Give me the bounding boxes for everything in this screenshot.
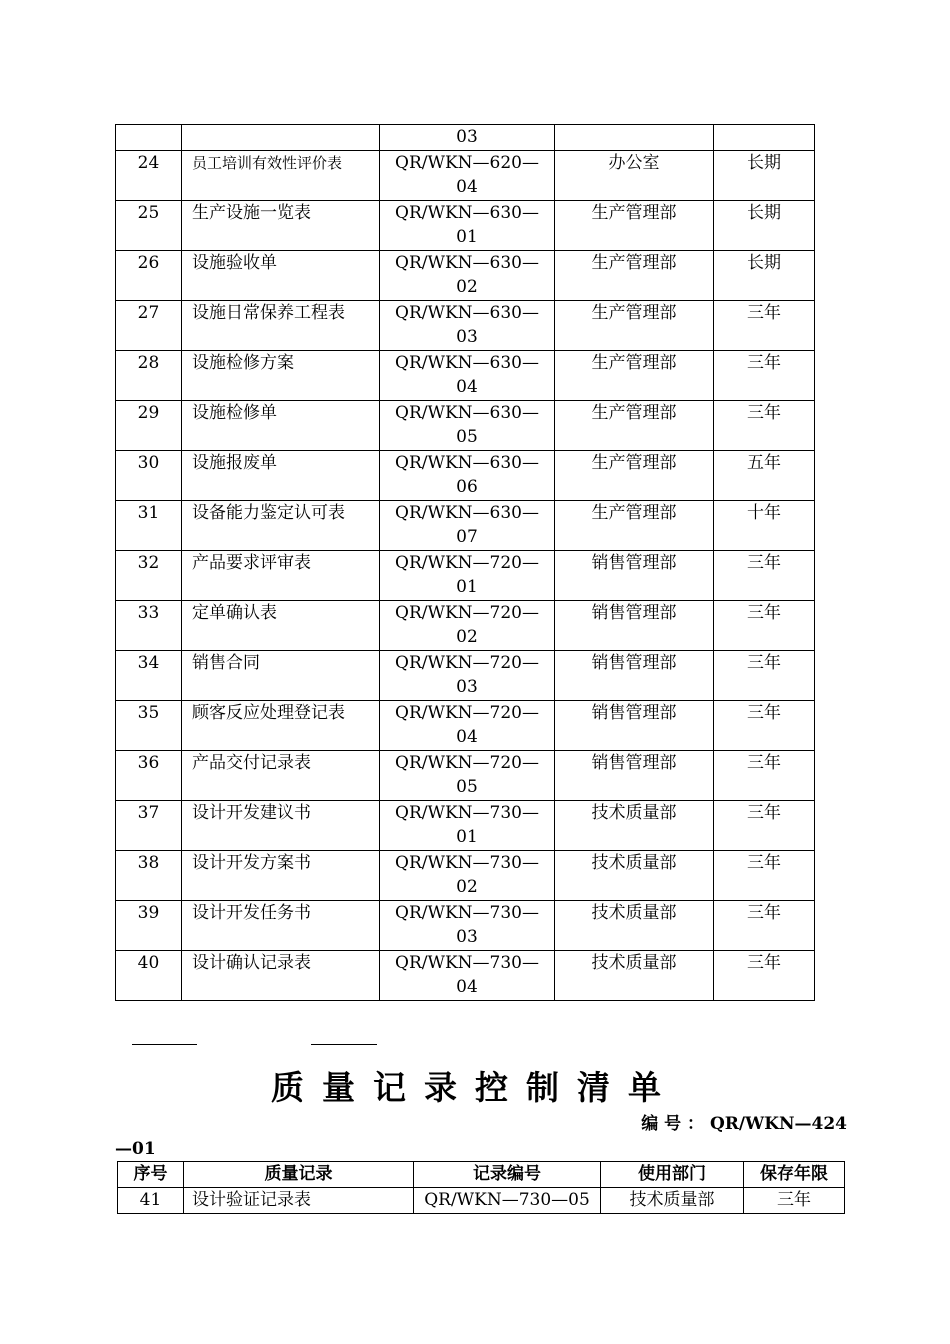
record-name-cell: 员工培训有效性评价表 — [182, 151, 380, 201]
retention-cell: 三年 — [744, 1188, 845, 1214]
record-code-line1: QR/WKN—730— — [395, 953, 539, 973]
record-name-cell: 设备能力鉴定认可表 — [182, 501, 380, 551]
retention-cell: 长期 — [714, 251, 815, 301]
retention-cell — [714, 125, 815, 151]
record-code-line2: 05 — [456, 427, 478, 447]
blank-line-right — [311, 1044, 377, 1045]
record-code-line2: 02 — [456, 877, 478, 897]
record-code-line1: QR/WKN—620— — [395, 153, 539, 173]
record-code-cell — [380, 751, 555, 801]
row-number-cell: 38 — [116, 851, 182, 901]
department-cell: 销售管理部 — [555, 651, 714, 701]
row-number-cell: 26 — [116, 251, 182, 301]
record-code-line1: QR/WKN—730— — [395, 803, 539, 823]
record-name-cell: 生产设施一览表 — [182, 201, 380, 251]
row-number-cell: 35 — [116, 701, 182, 751]
row-number-cell: 40 — [116, 951, 182, 1001]
record-name-cell: 设施验收单 — [182, 251, 380, 301]
record-code-cell — [380, 651, 555, 701]
records-table-continued — [115, 124, 815, 1001]
record-code-cell — [380, 701, 555, 751]
record-name-cell: 顾客反应处理登记表 — [182, 701, 380, 751]
department-cell: 生产管理部 — [555, 251, 714, 301]
record-code-line2: 03 — [456, 677, 478, 697]
record-code-line1: QR/WKN—630— — [395, 453, 539, 473]
record-code-cell — [380, 301, 555, 351]
row-number-cell: 32 — [116, 551, 182, 601]
record-name-cell: 销售合同 — [182, 651, 380, 701]
retention-cell: 十年 — [714, 501, 815, 551]
row-number-cell: 31 — [116, 501, 182, 551]
table-row — [116, 201, 815, 251]
row-number-cell: 33 — [116, 601, 182, 651]
record-code-line2: 05 — [456, 777, 478, 797]
record-name-cell: 设施检修单 — [182, 401, 380, 451]
department-cell: 技术质量部 — [555, 851, 714, 901]
department-cell — [555, 125, 714, 151]
department-cell: 销售管理部 — [555, 701, 714, 751]
record-code-line2: 02 — [456, 277, 478, 297]
record-name-cell: 产品交付记录表 — [182, 751, 380, 801]
record-name-cell: 设施日常保养工程表 — [182, 301, 380, 351]
department-cell: 技术质量部 — [555, 951, 714, 1001]
table-row — [116, 901, 815, 951]
table-row — [116, 701, 815, 751]
row-number-cell: 25 — [116, 201, 182, 251]
department-cell: 生产管理部 — [555, 201, 714, 251]
record-code-cell — [380, 251, 555, 301]
document-code-label: 编 号 ： QR/WKN—424 — [641, 1114, 847, 1134]
record-code-cell: QR/WKN—730—05 — [414, 1188, 601, 1214]
table-row — [116, 251, 815, 301]
record-code-cell — [380, 501, 555, 551]
header-retention: 保存年限 — [744, 1162, 845, 1188]
row-number-cell: 34 — [116, 651, 182, 701]
record-code-line2: 04 — [456, 177, 478, 197]
retention-cell: 长期 — [714, 201, 815, 251]
record-code-line1: QR/WKN—730— — [395, 903, 539, 923]
record-name-cell: 设施报废单 — [182, 451, 380, 501]
row-number-cell: 24 — [116, 151, 182, 201]
record-code-cell — [380, 125, 555, 151]
table-row — [118, 1188, 845, 1214]
department-cell: 生产管理部 — [555, 501, 714, 551]
department-cell: 技术质量部 — [555, 801, 714, 851]
department-cell: 技术质量部 — [555, 901, 714, 951]
record-code-line1: QR/WKN—630— — [395, 503, 539, 523]
document-code-continued: —01 — [115, 1139, 156, 1159]
page-title: 质量记录控制清单 — [271, 1068, 679, 1107]
header-department: 使用部门 — [601, 1162, 744, 1188]
header-code: 记录编号 — [414, 1162, 601, 1188]
record-code-line1: QR/WKN—730— — [395, 853, 539, 873]
record-code-line2: 01 — [456, 227, 478, 247]
record-code-continued: 03 — [456, 127, 478, 147]
row-number-cell: 39 — [116, 901, 182, 951]
table-row — [116, 651, 815, 701]
retention-cell: 三年 — [714, 901, 815, 951]
table-row — [116, 551, 815, 601]
record-code-line2: 07 — [456, 527, 478, 547]
department-cell: 生产管理部 — [555, 351, 714, 401]
quality-record-control-table — [117, 1161, 845, 1214]
retention-cell: 三年 — [714, 301, 815, 351]
retention-cell: 长期 — [714, 151, 815, 201]
record-name-cell: 设计验证记录表 — [184, 1188, 414, 1214]
table-row — [116, 851, 815, 901]
table-row — [116, 601, 815, 651]
record-code-line2: 01 — [456, 827, 478, 847]
retention-cell: 三年 — [714, 351, 815, 401]
record-code-cell — [380, 451, 555, 501]
table-row — [116, 501, 815, 551]
record-code-line2: 02 — [456, 627, 478, 647]
row-number-cell: 37 — [116, 801, 182, 851]
retention-cell: 三年 — [714, 751, 815, 801]
record-code-line1: QR/WKN—630— — [395, 253, 539, 273]
record-code-line2: 06 — [456, 477, 478, 497]
retention-cell: 五年 — [714, 451, 815, 501]
record-code-line2: 03 — [456, 927, 478, 947]
record-code-line2: 04 — [456, 977, 478, 997]
record-code-cell — [380, 151, 555, 201]
department-cell: 生产管理部 — [555, 401, 714, 451]
department-cell: 销售管理部 — [555, 751, 714, 801]
blank-line-left — [132, 1044, 197, 1045]
record-code-line2: 01 — [456, 577, 478, 597]
record-code-cell — [380, 551, 555, 601]
retention-cell: 三年 — [714, 851, 815, 901]
row-number-cell: 30 — [116, 451, 182, 501]
retention-cell: 三年 — [714, 601, 815, 651]
record-code-cell — [380, 951, 555, 1001]
record-code-line1: QR/WKN—630— — [395, 403, 539, 423]
record-name-cell: 设计确认记录表 — [182, 951, 380, 1001]
record-code-cell — [380, 401, 555, 451]
record-name-cell: 设计开发建议书 — [182, 801, 380, 851]
table-row — [116, 301, 815, 351]
row-number-cell: 27 — [116, 301, 182, 351]
row-number-cell: 41 — [118, 1188, 184, 1214]
retention-cell: 三年 — [714, 951, 815, 1001]
retention-cell: 三年 — [714, 801, 815, 851]
record-code-cell — [380, 201, 555, 251]
department-cell: 技术质量部 — [601, 1188, 744, 1214]
retention-cell: 三年 — [714, 651, 815, 701]
record-name-cell — [182, 125, 380, 151]
table-row — [116, 125, 815, 151]
record-code-line1: QR/WKN—720— — [395, 653, 539, 673]
retention-cell: 三年 — [714, 401, 815, 451]
department-cell: 销售管理部 — [555, 601, 714, 651]
record-name-cell: 设施检修方案 — [182, 351, 380, 401]
table-header-row — [118, 1162, 845, 1188]
record-name-cell: 产品要求评审表 — [182, 551, 380, 601]
table-row — [116, 351, 815, 401]
table-row — [116, 801, 815, 851]
record-code-cell — [380, 601, 555, 651]
retention-cell: 三年 — [714, 551, 815, 601]
row-number-cell: 29 — [116, 401, 182, 451]
record-name-cell: 设计开发方案书 — [182, 851, 380, 901]
record-code-line1: QR/WKN—720— — [395, 753, 539, 773]
record-code-line1: QR/WKN—630— — [395, 203, 539, 223]
department-cell: 销售管理部 — [555, 551, 714, 601]
record-code-cell — [380, 351, 555, 401]
table-row — [116, 751, 815, 801]
row-number-cell — [116, 125, 182, 151]
row-number-cell: 36 — [116, 751, 182, 801]
department-cell: 办公室 — [555, 151, 714, 201]
record-code-cell — [380, 801, 555, 851]
retention-cell: 三年 — [714, 701, 815, 751]
records-table-body — [116, 125, 815, 1001]
record-name-cell: 设计开发任务书 — [182, 901, 380, 951]
record-code-line1: QR/WKN—720— — [395, 603, 539, 623]
record-code-line1: QR/WKN—720— — [395, 553, 539, 573]
record-code-line2: 04 — [456, 727, 478, 747]
header-no: 序号 — [118, 1162, 184, 1188]
department-cell: 生产管理部 — [555, 451, 714, 501]
department-cell: 生产管理部 — [555, 301, 714, 351]
table-row — [116, 451, 815, 501]
record-code-cell — [380, 851, 555, 901]
table-row — [116, 951, 815, 1001]
table-row — [116, 151, 815, 201]
record-code-line1: QR/WKN—720— — [395, 703, 539, 723]
table-row — [116, 401, 815, 451]
record-code-cell — [380, 901, 555, 951]
header-record: 质量记录 — [184, 1162, 414, 1188]
quality-record-table-body — [118, 1188, 845, 1214]
record-name-cell: 定单确认表 — [182, 601, 380, 651]
row-number-cell: 28 — [116, 351, 182, 401]
record-code-line1: QR/WKN—630— — [395, 353, 539, 373]
record-code-line1: QR/WKN—630— — [395, 303, 539, 323]
record-code-line2: 03 — [456, 327, 478, 347]
record-code-line2: 04 — [456, 377, 478, 397]
